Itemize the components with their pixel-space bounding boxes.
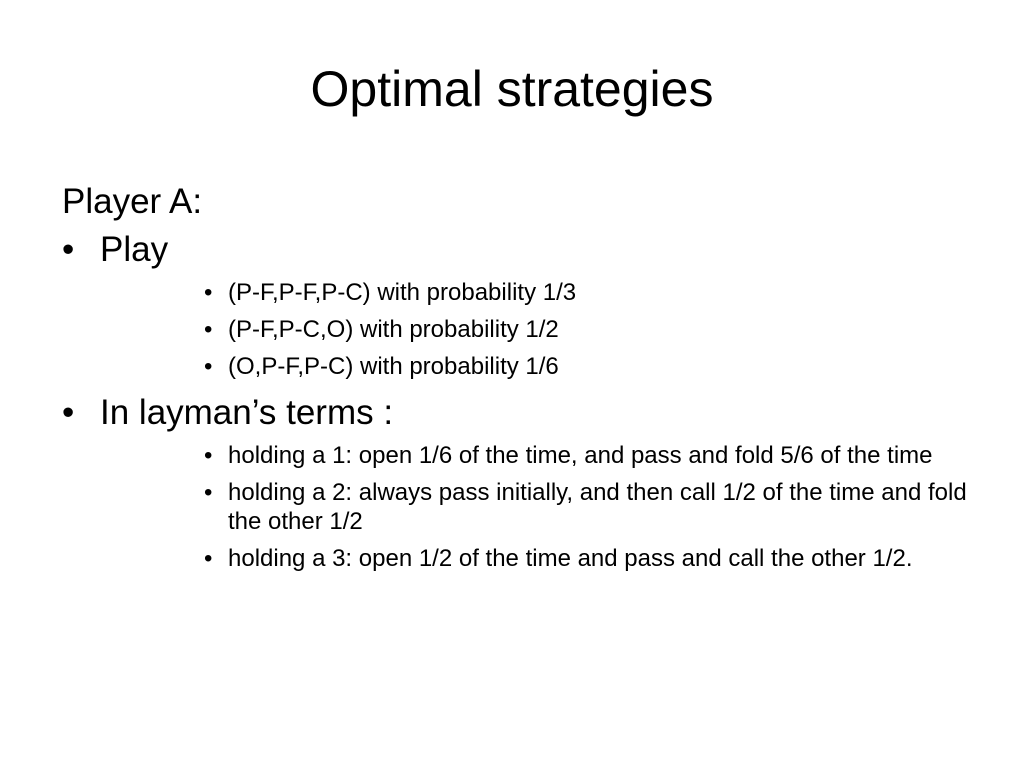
- sub-bullet: [204, 441, 982, 470]
- play-sub-list: [204, 278, 982, 381]
- slide-title: Optimal strategies: [310, 61, 714, 117]
- sub-bullet: [204, 352, 982, 381]
- bullet-icon: •: [204, 545, 213, 572]
- sub-bullet-text: (O,P-F,P-C) with probability 1/6: [228, 353, 559, 380]
- sub-bullet: [204, 544, 982, 573]
- bullet-icon: •: [204, 316, 213, 343]
- bullet-play: [62, 226, 982, 381]
- sub-bullet: [204, 315, 982, 344]
- bullet-laymans-terms: [62, 389, 982, 573]
- bullet-icon: •: [62, 393, 75, 432]
- bullet-icon: •: [204, 442, 213, 469]
- sub-bullet: [204, 278, 982, 307]
- sub-bullet-text: holding a 3: open 1/2 of the time and pass and call the other 1/2.: [228, 545, 913, 572]
- bullet-icon: •: [204, 279, 213, 306]
- sub-bullet-text: (P-F,P-C,O) with probability 1/2: [228, 316, 559, 343]
- main-bullet-list: [62, 226, 982, 573]
- sub-bullet: [204, 478, 982, 536]
- slide-content: [62, 178, 982, 581]
- bullet-label: In layman’s terms :: [100, 393, 394, 432]
- bullet-icon: •: [204, 353, 213, 380]
- bullet-icon: •: [204, 479, 213, 506]
- sub-bullet-text: holding a 1: open 1/6 of the time, and pass and fold 5/6 of the time: [228, 442, 933, 469]
- laymans-sub-list: [204, 441, 982, 573]
- sub-bullet-text: (P-F,P-F,P-C) with probability 1/3: [228, 279, 577, 306]
- bullet-label: Play: [100, 230, 169, 269]
- sub-bullet-text: holding a 2: always pass initially, and then call 1/2 of the time and fold the other 1/2: [228, 479, 967, 535]
- player-label: Player A:: [62, 182, 203, 221]
- bullet-icon: •: [62, 230, 75, 269]
